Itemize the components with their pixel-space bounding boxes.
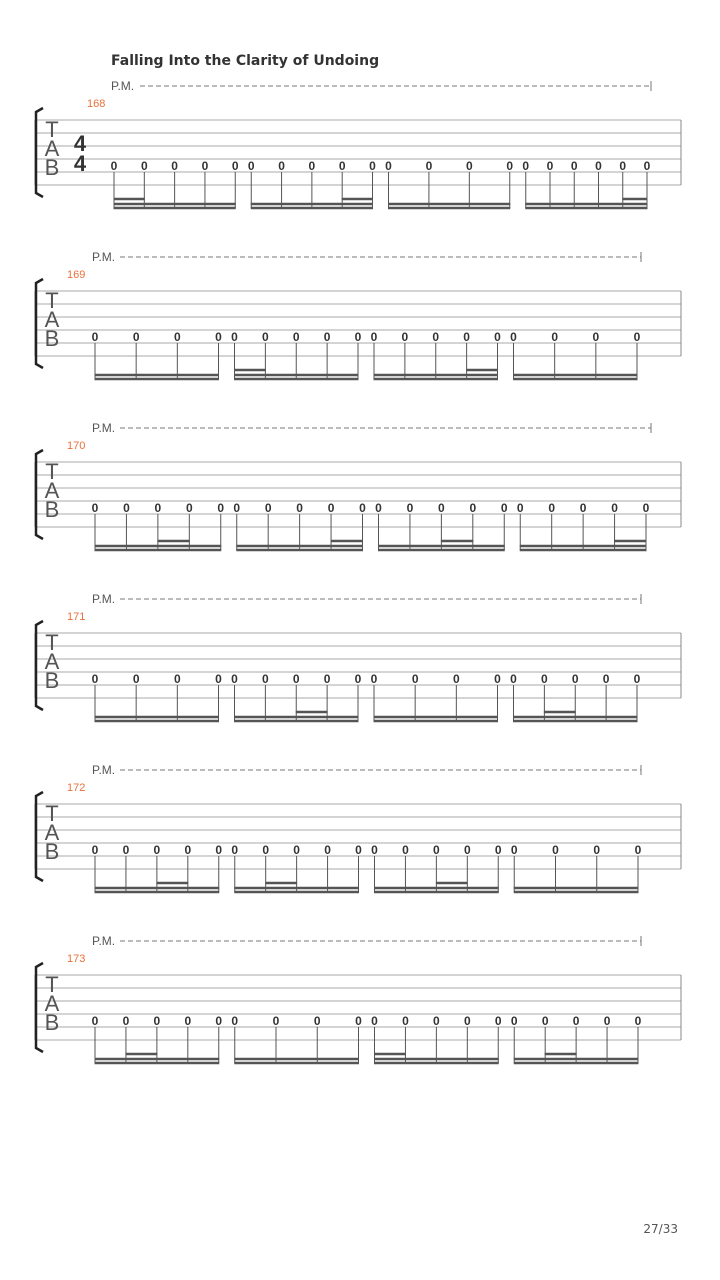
fret-number: 0 xyxy=(593,843,601,857)
fret-number: 0 xyxy=(548,501,556,515)
tab-clef-letter: B xyxy=(44,668,60,693)
fret-number: 0 xyxy=(371,1014,378,1028)
fret-number: 0 xyxy=(510,672,517,686)
fret-number: 0 xyxy=(215,1014,223,1028)
fret-number: 0 xyxy=(91,1014,99,1028)
fret-number: 0 xyxy=(522,159,530,173)
tab-clef-letter: T xyxy=(45,288,59,313)
fret-number: 0 xyxy=(603,1014,611,1028)
fret-number: 0 xyxy=(323,330,331,344)
fret-number: 0 xyxy=(354,672,362,686)
measure-number: 168 xyxy=(87,98,106,110)
tab-clef-letter: A xyxy=(44,991,60,1016)
fret-number: 0 xyxy=(293,843,300,857)
fret-number: 0 xyxy=(292,330,300,344)
fret-number: 0 xyxy=(153,1014,161,1028)
fret-number: 0 xyxy=(91,501,99,515)
fret-number: 0 xyxy=(217,501,225,515)
palm-mute-label: P.M. xyxy=(92,592,116,606)
fret-number: 0 xyxy=(369,159,376,173)
fret-number: 0 xyxy=(231,159,239,173)
measure-number: 170 xyxy=(67,440,86,452)
fret-number: 0 xyxy=(411,672,419,686)
fret-number: 0 xyxy=(506,159,514,173)
fret-number: 0 xyxy=(154,501,162,515)
fret-number: 0 xyxy=(354,330,362,344)
fret-number: 0 xyxy=(185,501,193,515)
fret-number: 0 xyxy=(355,1014,362,1028)
tab-system xyxy=(35,763,681,892)
fret-number: 0 xyxy=(571,672,579,686)
fret-number: 0 xyxy=(173,672,181,686)
fret-number: 0 xyxy=(552,843,559,857)
palm-mute-label: P.M. xyxy=(92,250,116,264)
fret-number: 0 xyxy=(153,843,161,857)
section-title: Falling Into the Clarity of Undoing xyxy=(111,53,380,69)
fret-number: 0 xyxy=(359,501,366,515)
fret-number: 0 xyxy=(570,159,578,173)
measure-number: 169 xyxy=(67,269,86,281)
fret-number: 0 xyxy=(184,843,192,857)
tab-clef-letter: A xyxy=(44,478,60,503)
measure-number: 172 xyxy=(67,782,86,794)
fret-number: 0 xyxy=(402,843,409,857)
fret-number: 0 xyxy=(231,330,238,344)
tab-system xyxy=(35,934,681,1063)
fret-number: 0 xyxy=(324,843,331,857)
fret-number: 0 xyxy=(171,159,178,173)
fret-number: 0 xyxy=(633,672,641,686)
fret-number: 0 xyxy=(463,1014,471,1028)
system-bracket xyxy=(36,792,43,881)
tab-clef-letter: B xyxy=(44,326,60,351)
tab-system xyxy=(35,592,681,721)
fret-number: 0 xyxy=(551,330,559,344)
fret-number: 0 xyxy=(643,159,651,173)
palm-mute-label: P.M. xyxy=(111,79,135,93)
fret-number: 0 xyxy=(500,501,508,515)
fret-number: 0 xyxy=(355,843,362,857)
fret-number: 0 xyxy=(215,330,222,344)
fret-number: 0 xyxy=(425,159,433,173)
system-bracket xyxy=(36,621,43,710)
tab-clef-letter: B xyxy=(44,497,60,522)
fret-number: 0 xyxy=(231,1014,239,1028)
fret-number: 0 xyxy=(173,330,181,344)
fret-number: 0 xyxy=(292,672,300,686)
tab-clef-letter: A xyxy=(44,649,60,674)
fret-number: 0 xyxy=(516,501,524,515)
fret-number: 0 xyxy=(323,672,331,686)
fret-number: 0 xyxy=(215,843,223,857)
fret-number: 0 xyxy=(272,1014,280,1028)
fret-number: 0 xyxy=(262,672,269,686)
fret-number: 0 xyxy=(91,330,99,344)
fret-number: 0 xyxy=(572,1014,580,1028)
tab-system xyxy=(35,250,681,379)
tab-system xyxy=(35,79,681,208)
fret-number: 0 xyxy=(370,330,378,344)
fret-number: 0 xyxy=(579,501,587,515)
system-bracket xyxy=(36,279,43,368)
system-bracket xyxy=(36,450,43,539)
fret-number: 0 xyxy=(122,1014,130,1028)
fret-number: 0 xyxy=(433,1014,440,1028)
tab-system xyxy=(35,421,681,550)
fret-number: 0 xyxy=(494,672,501,686)
fret-number: 0 xyxy=(432,330,440,344)
fret-number: 0 xyxy=(262,843,270,857)
tab-clef-letter: B xyxy=(44,839,60,864)
fret-number: 0 xyxy=(385,159,392,173)
page-number: 27/33 xyxy=(643,1222,678,1236)
fret-number: 0 xyxy=(296,501,303,515)
tab-clef-letter: T xyxy=(45,801,59,826)
fret-number: 0 xyxy=(469,501,477,515)
fret-number: 0 xyxy=(494,1014,502,1028)
tab-clef-letter: B xyxy=(44,155,60,180)
fret-number: 0 xyxy=(262,330,269,344)
tab-clef-letter: T xyxy=(45,117,59,142)
fret-number: 0 xyxy=(406,501,414,515)
fret-number: 0 xyxy=(634,843,642,857)
fret-number: 0 xyxy=(595,159,602,173)
tab-clef-letter: T xyxy=(45,630,59,655)
time-signature-denominator: 4 xyxy=(73,151,87,176)
fret-number: 0 xyxy=(371,843,378,857)
fret-number: 0 xyxy=(91,672,99,686)
tab-clef-letter: T xyxy=(45,459,59,484)
tab-clef-letter: A xyxy=(44,820,60,845)
fret-number: 0 xyxy=(233,501,241,515)
palm-mute-label: P.M. xyxy=(92,421,116,435)
fret-number: 0 xyxy=(264,501,272,515)
fret-number: 0 xyxy=(338,159,346,173)
fret-number: 0 xyxy=(201,159,209,173)
fret-number: 0 xyxy=(401,330,409,344)
fret-number: 0 xyxy=(494,843,502,857)
fret-number: 0 xyxy=(370,672,378,686)
tab-clef-letter: T xyxy=(45,972,59,997)
fret-number: 0 xyxy=(375,501,382,515)
time-signature-numerator: 4 xyxy=(73,131,87,156)
system-bracket xyxy=(36,108,43,197)
fret-number: 0 xyxy=(463,843,471,857)
fret-number: 0 xyxy=(231,672,238,686)
tab-clef-letter: A xyxy=(44,136,60,161)
fret-number: 0 xyxy=(308,159,316,173)
fret-number: 0 xyxy=(327,501,335,515)
fret-number: 0 xyxy=(132,330,140,344)
fret-number: 0 xyxy=(494,330,501,344)
palm-mute-label: P.M. xyxy=(92,934,116,948)
fret-number: 0 xyxy=(541,1014,549,1028)
fret-number: 0 xyxy=(463,330,470,344)
fret-number: 0 xyxy=(438,501,445,515)
fret-number: 0 xyxy=(184,1014,192,1028)
fret-number: 0 xyxy=(110,159,118,173)
fret-number: 0 xyxy=(215,672,222,686)
fret-number: 0 xyxy=(602,672,610,686)
fret-number: 0 xyxy=(132,672,140,686)
fret-number: 0 xyxy=(633,330,641,344)
fret-number: 0 xyxy=(546,159,554,173)
fret-number: 0 xyxy=(465,159,473,173)
fret-number: 0 xyxy=(313,1014,321,1028)
fret-number: 0 xyxy=(278,159,285,173)
palm-mute-label: P.M. xyxy=(92,763,116,777)
measure-number: 171 xyxy=(67,611,86,623)
tab-clef-letter: A xyxy=(44,307,60,332)
fret-number: 0 xyxy=(91,843,99,857)
fret-number: 0 xyxy=(123,501,130,515)
fret-number: 0 xyxy=(140,159,148,173)
fret-number: 0 xyxy=(634,1014,642,1028)
fret-number: 0 xyxy=(247,159,255,173)
fret-number: 0 xyxy=(510,1014,518,1028)
fret-number: 0 xyxy=(433,843,440,857)
fret-number: 0 xyxy=(592,330,600,344)
fret-number: 0 xyxy=(452,672,460,686)
fret-number: 0 xyxy=(231,843,239,857)
tab-clef-letter: B xyxy=(44,1010,60,1035)
fret-number: 0 xyxy=(122,843,130,857)
fret-number: 0 xyxy=(619,159,627,173)
fret-number: 0 xyxy=(402,1014,409,1028)
fret-number: 0 xyxy=(541,672,548,686)
fret-number: 0 xyxy=(510,330,517,344)
fret-number: 0 xyxy=(510,843,518,857)
measure-number: 173 xyxy=(67,953,86,965)
fret-number: 0 xyxy=(642,501,650,515)
system-bracket xyxy=(36,963,43,1052)
fret-number: 0 xyxy=(611,501,618,515)
